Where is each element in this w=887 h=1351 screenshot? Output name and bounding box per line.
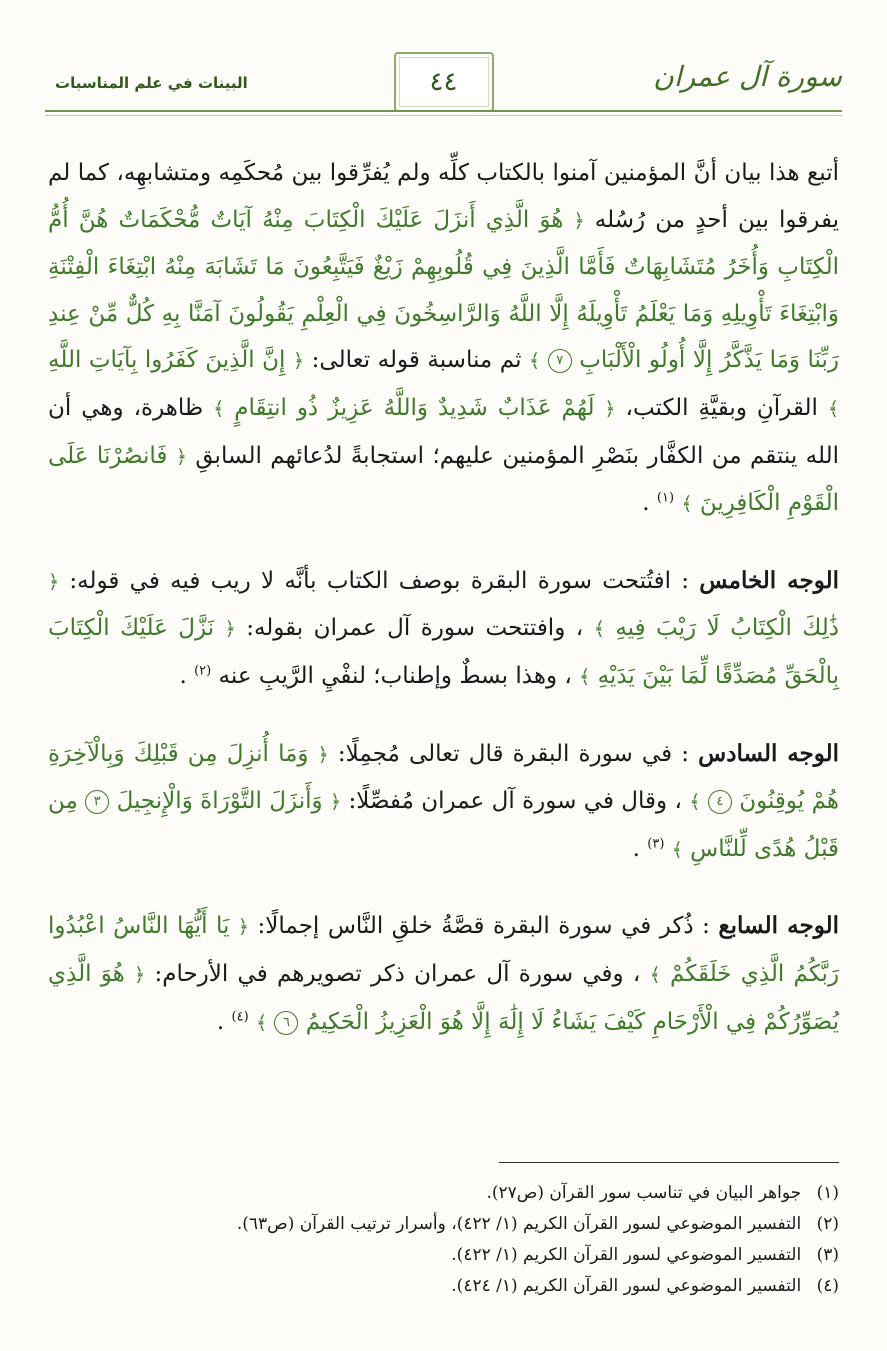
book-title: البينات في علم المناسبات xyxy=(55,74,248,92)
quran-verse: وَمَا أُنزِلَ مِن قَبْلِكَ وَبِالْآخِرَةِ هُمْ يُوقِنُونَ xyxy=(48,740,840,815)
footnote-number: (٣) xyxy=(816,1245,839,1265)
quran-verse: لَهُمْ عَذَابٌ شَدِيدٌ وَاللَّهُ عَزِيزٌ ذُو انتِقَامٍ xyxy=(234,394,595,421)
quran-close-bracket: ﴾ xyxy=(827,397,839,420)
footnote-separator xyxy=(499,1162,839,1163)
footnote-number: (٢) xyxy=(816,1214,839,1234)
quran-close-bracket: ﴾ xyxy=(681,493,693,516)
text: ، وقال في سورة آل عمران مُفصِّلًا: xyxy=(341,788,682,815)
footnotes xyxy=(48,1178,839,1302)
text: ، وهذا بسطٌ وإطناب؛ لنفْيِ الرَّيبِ عنه xyxy=(218,662,572,689)
footnote-text: التفسير الموضوعي لسور القرآن الكريم (١/ ٤٢٢). xyxy=(451,1245,802,1265)
quran-close-bracket: ﴾ xyxy=(213,397,225,420)
quran-verse: ذَٰلِكَ الْكِتَابُ لَا رَيْبَ فِيهِ xyxy=(615,615,840,642)
quran-verse: نَزَّلَ عَلَيْكَ الْكِتَابَ بِالْحَقِّ مُصَدِّقًا لِّمَا بَيْنَ يَدَيْهِ xyxy=(48,615,839,689)
text: ، وافتتحت سورة آل عمران بقوله: xyxy=(235,615,584,642)
footnote-ref-2: (٢) xyxy=(194,663,212,679)
quran-open-bracket: ﴿ xyxy=(317,743,329,766)
footnote-text: التفسير الموضوعي لسور القرآن الكريم (١/ ٤٢٤). xyxy=(451,1276,802,1296)
text: . xyxy=(642,490,650,517)
verse-number-marker: ٦ xyxy=(274,1011,298,1035)
footnote-ref-1: (١) xyxy=(656,490,675,506)
footnote-number: (٤) xyxy=(816,1276,839,1296)
quran-open-bracket: ﴿ xyxy=(292,350,305,373)
text: القرآنِ وبقيَّةِ الكتب، xyxy=(615,394,818,421)
quran-verse: مِن قَبْلُ هُدًى لِّلنَّاسِ xyxy=(48,788,839,862)
text: ظاهرة، وهي أن الله ينتقم من الكفَّار بنَصْرِ المؤمنين عليهم؛ استجابةً لدُعائهم السابقِ xyxy=(48,394,839,469)
footnote-4 xyxy=(48,1271,839,1302)
main-text xyxy=(48,150,839,1046)
footnote-ref-4: (٤) xyxy=(231,1008,249,1024)
quran-verse: وَأَنزَلَ التَّوْرَاةَ وَالْإِنجِيلَ xyxy=(116,788,323,815)
footnote-2 xyxy=(48,1209,839,1240)
paragraph-2 xyxy=(48,558,839,701)
verse-number-marker: ٧ xyxy=(548,349,572,373)
quran-open-bracket: ﴿ xyxy=(175,445,187,468)
quran-verse: يَا أَيُّهَا النَّاسُ اعْبُدُوا رَبَّكُمُ الَّذِي خَلَقَكُمْ xyxy=(48,913,840,987)
text: : افتُتحت سورة البقرة بوصف الكتاب بأنَّه لا ريب فيه في قوله: xyxy=(59,567,690,594)
footnote-text: التفسير الموضوعي لسور القرآن الكريم (١/ ٤٢٢)، وأسرار ترتيب القرآن (ص٦٣). xyxy=(236,1214,802,1234)
text: . xyxy=(179,662,187,689)
footnote-text: جواهر البيان في تناسب سور القرآن (ص٢٧). xyxy=(486,1183,802,1203)
surah-title: سورة آل عمران xyxy=(653,60,842,93)
quran-verse: هُوَ الَّذِي أَنزَلَ عَلَيْكَ الْكِتَابَ مِنْهُ آيَاتٌ مُّحْكَمَاتٌ هُنَّ أُمُّ الْكِتَابِ وَأُخَرُ مُتَشَابِهَاتٌ فَأَمَّا الَّذِينَ فِي قُلُوبِهِمْ زَيْغٌ فَيَتَّبِعُونَ مَا تَشَابَهَ مِنْهُ ابْتِغَاءَ الْفِتْنَةِ وَابْتِغَاءَ تَأْوِيلِهِ وَمَا يَعْلَمُ تَأْوِيلَهُ إِلَّا اللَّهُ وَالرَّاسِخُونَ فِي الْعِلْمِ يَقُولُونَ آمَنَّا بِهِ كُلٌّ مِّنْ عِندِ رَبِّنَا وَمَا يَذَّكَّرُ إِلَّا أُولُو الْأَلْبَابِ xyxy=(48,206,840,374)
page-number-frame xyxy=(394,52,494,112)
header-rule xyxy=(45,110,842,116)
quran-close-bracket: ﴾ xyxy=(529,350,541,373)
text: ثم مناسبة قوله تعالى: xyxy=(304,347,522,374)
footnote-ref-3: (٣) xyxy=(647,836,665,852)
text: . xyxy=(216,1008,225,1035)
quran-open-bracket: ﴿ xyxy=(237,916,250,939)
quran-close-bracket: ﴾ xyxy=(649,963,661,986)
section-lead: الوجه السابع xyxy=(718,912,840,940)
quran-close-bracket: ﴾ xyxy=(689,791,701,814)
section-lead: الوجه السادس xyxy=(698,739,840,767)
paragraph-1 xyxy=(48,150,839,528)
quran-verse: إِنَّ الَّذِينَ كَفَرُوا بِآيَاتِ اللَّهِ xyxy=(48,347,286,374)
quran-close-bracket: ﴾ xyxy=(671,838,683,861)
quran-open-bracket: ﴿ xyxy=(224,618,236,641)
quran-close-bracket: ﴾ xyxy=(579,665,591,688)
verse-number-marker: ٤ xyxy=(708,790,732,814)
paragraph-3 xyxy=(48,731,839,874)
quran-open-bracket: ﴿ xyxy=(48,570,60,593)
quran-close-bracket: ﴾ xyxy=(256,1011,268,1034)
footnote-number: (١) xyxy=(816,1183,839,1203)
quran-verse: فَانصُرْنَا عَلَى الْقَوْمِ الْكَافِرِينَ xyxy=(48,442,839,517)
quran-open-bracket: ﴿ xyxy=(134,963,146,986)
text: أتبع هذا بيان أنَّ المؤمنين آمنوا بالكتاب كلِّه ولم يُفرِّقوا بين مُحكَمِه ومتشابهِه، كما لم يفرقوا بين أحدٍ من رُسُله xyxy=(48,160,839,233)
quran-open-bracket: ﴿ xyxy=(573,209,585,232)
page-number: ٤٤ xyxy=(429,67,458,97)
text: . xyxy=(632,835,640,862)
footnote-1 xyxy=(48,1178,839,1209)
verse-number-marker: ٣ xyxy=(85,790,109,814)
footnote-3 xyxy=(48,1240,839,1271)
text: ، وفي سورة آل عمران ذكر تصويرهم في الأرحام: xyxy=(145,960,641,987)
quran-verse: هُوَ الَّذِي يُصَوِّرُكُمْ فِي الْأَرْحَامِ كَيْفَ يَشَاءُ لَا إِلَٰهَ إِلَّا هُوَ الْعَزِيزُ الْحَكِيمُ xyxy=(48,960,839,1035)
paragraph-4 xyxy=(48,903,839,1046)
quran-close-bracket: ﴾ xyxy=(593,618,605,641)
page-header xyxy=(45,52,842,116)
quran-open-bracket: ﴿ xyxy=(330,791,342,814)
text: : في سورة البقرة قال تعالى مُجمِلًا: xyxy=(328,740,689,767)
text: : ذُكر في سورة البقرة قصَّةُ خلقِ النَّاس إجمالًا: xyxy=(249,913,710,940)
section-lead: الوجه الخامس xyxy=(699,566,839,594)
quran-open-bracket: ﴿ xyxy=(604,397,616,420)
